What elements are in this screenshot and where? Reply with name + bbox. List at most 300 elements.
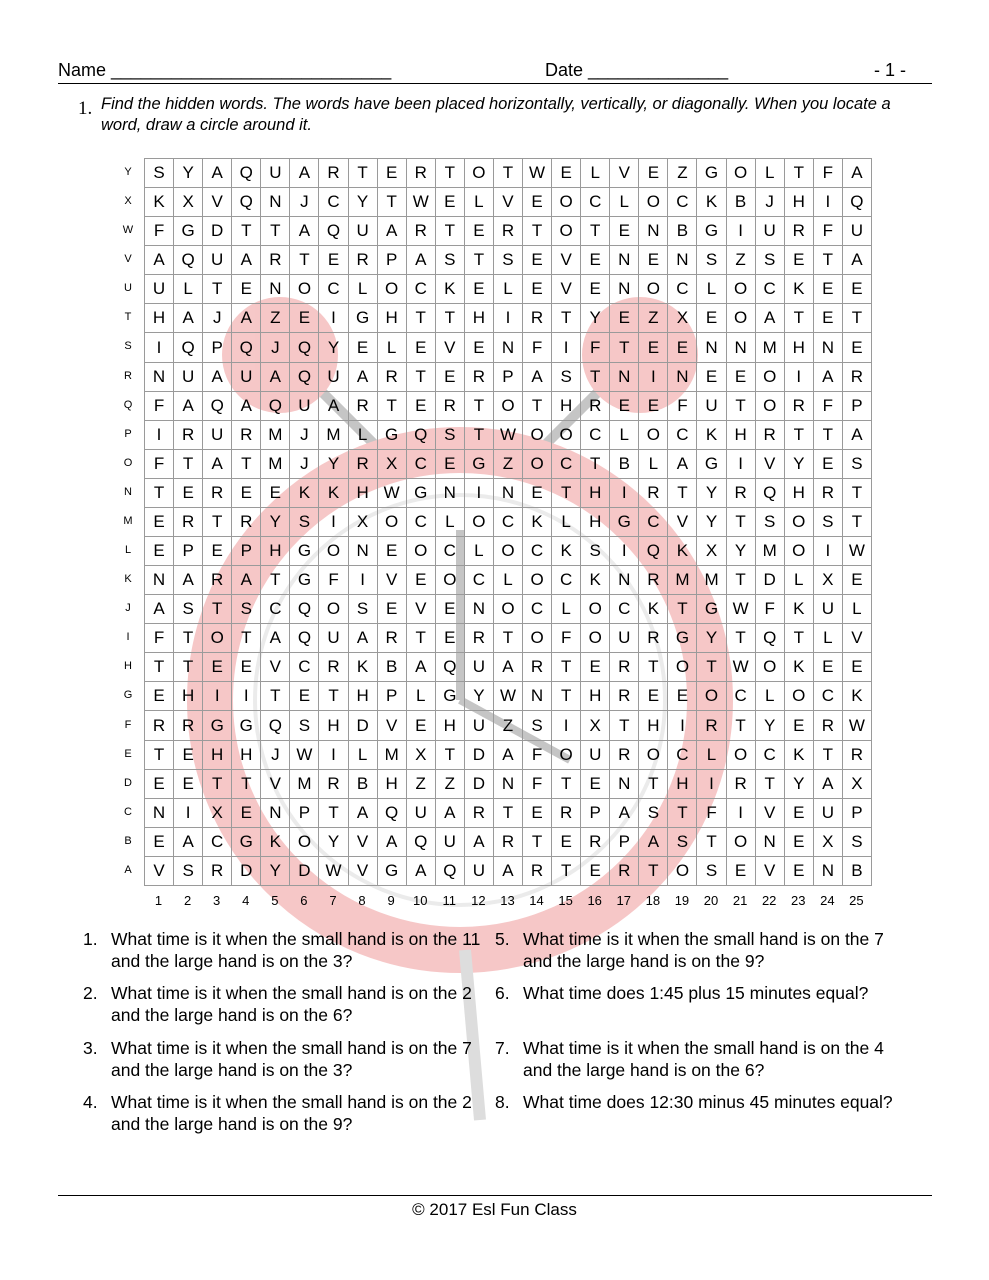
grid-cell[interactable]: U [348,217,377,246]
grid-cell[interactable]: K [319,478,348,507]
grid-cell[interactable]: S [174,856,203,885]
grid-cell[interactable]: E [203,537,232,566]
grid-cell[interactable]: F [581,333,610,362]
grid-cell[interactable]: R [813,711,842,740]
grid-cell[interactable]: A [174,391,203,420]
grid-cell[interactable]: A [842,246,871,275]
grid-cell[interactable]: H [348,478,377,507]
grid-cell[interactable]: X [203,798,232,827]
grid-cell[interactable]: G [290,566,319,595]
grid-cell[interactable]: I [668,711,697,740]
grid-cell[interactable]: V [842,624,871,653]
grid-cell[interactable]: O [726,740,755,769]
grid-cell[interactable]: U [174,362,203,391]
grid-cell[interactable]: W [842,537,871,566]
grid-cell[interactable]: G [377,856,406,885]
grid-cell[interactable]: U [319,624,348,653]
grid-cell[interactable]: C [639,507,668,536]
grid-cell[interactable]: Y [261,856,290,885]
grid-cell[interactable]: R [377,624,406,653]
grid-cell[interactable]: Y [464,682,493,711]
grid-cell[interactable]: E [523,478,552,507]
grid-cell[interactable]: E [406,391,435,420]
grid-cell[interactable]: T [523,827,552,856]
grid-cell[interactable]: E [610,304,639,333]
grid-cell[interactable]: M [319,420,348,449]
grid-cell[interactable]: A [348,798,377,827]
grid-cell[interactable]: G [377,420,406,449]
grid-cell[interactable]: I [552,711,581,740]
grid-cell[interactable]: A [174,827,203,856]
grid-cell[interactable]: T [726,711,755,740]
grid-cell[interactable]: D [232,856,261,885]
grid-cell[interactable]: R [639,478,668,507]
grid-cell[interactable]: Q [261,391,290,420]
grid-cell[interactable]: U [145,275,174,304]
grid-cell[interactable]: T [726,507,755,536]
grid-cell[interactable]: L [755,159,784,188]
grid-cell[interactable]: K [290,478,319,507]
grid-cell[interactable]: H [232,740,261,769]
grid-cell[interactable]: K [668,537,697,566]
grid-cell[interactable]: V [203,188,232,217]
grid-cell[interactable]: T [435,304,464,333]
grid-cell[interactable]: F [813,391,842,420]
grid-cell[interactable]: R [639,566,668,595]
grid-cell[interactable]: R [726,478,755,507]
grid-cell[interactable]: T [697,827,726,856]
grid-cell[interactable]: N [435,478,464,507]
grid-cell[interactable]: H [435,711,464,740]
grid-cell[interactable]: T [232,769,261,798]
grid-cell[interactable]: H [145,304,174,333]
grid-cell[interactable]: O [668,653,697,682]
grid-cell[interactable]: Y [784,769,813,798]
grid-cell[interactable]: O [697,682,726,711]
grid-cell[interactable]: Y [581,304,610,333]
grid-cell[interactable]: I [145,333,174,362]
grid-cell[interactable]: T [377,391,406,420]
grid-cell[interactable]: I [174,798,203,827]
grid-cell[interactable]: C [610,595,639,624]
grid-cell[interactable]: R [464,624,493,653]
grid-cell[interactable]: G [406,478,435,507]
grid-cell[interactable]: G [232,827,261,856]
grid-cell[interactable]: A [174,566,203,595]
grid-cell[interactable]: M [290,769,319,798]
grid-cell[interactable]: T [203,769,232,798]
grid-cell[interactable]: F [145,624,174,653]
grid-cell[interactable]: I [726,798,755,827]
grid-cell[interactable]: R [435,391,464,420]
grid-cell[interactable]: T [493,159,522,188]
grid-cell[interactable]: C [493,507,522,536]
grid-cell[interactable]: L [842,595,871,624]
grid-cell[interactable]: Q [290,624,319,653]
grid-cell[interactable]: O [406,537,435,566]
grid-cell[interactable]: T [261,566,290,595]
grid-cell[interactable]: E [435,449,464,478]
grid-cell[interactable]: I [726,217,755,246]
grid-cell[interactable]: R [174,711,203,740]
grid-cell[interactable]: I [319,740,348,769]
grid-cell[interactable]: R [581,391,610,420]
grid-cell[interactable]: A [813,362,842,391]
grid-cell[interactable]: T [755,769,784,798]
grid-cell[interactable]: P [203,333,232,362]
grid-cell[interactable]: Y [697,624,726,653]
grid-cell[interactable]: J [261,333,290,362]
grid-cell[interactable]: A [145,246,174,275]
grid-cell[interactable]: K [261,827,290,856]
grid-cell[interactable]: E [639,682,668,711]
grid-cell[interactable]: I [813,537,842,566]
grid-cell[interactable]: E [203,653,232,682]
grid-cell[interactable]: A [290,159,319,188]
grid-cell[interactable]: H [668,769,697,798]
grid-cell[interactable]: S [842,827,871,856]
grid-cell[interactable]: S [668,827,697,856]
grid-cell[interactable]: Q [203,391,232,420]
grid-cell[interactable]: C [581,420,610,449]
grid-cell[interactable]: X [842,769,871,798]
grid-cell[interactable]: L [493,566,522,595]
grid-cell[interactable]: E [290,304,319,333]
grid-cell[interactable]: I [319,507,348,536]
grid-cell[interactable]: E [581,769,610,798]
grid-cell[interactable]: K [784,653,813,682]
grid-cell[interactable]: V [261,769,290,798]
grid-cell[interactable]: N [261,798,290,827]
grid-cell[interactable]: I [610,478,639,507]
grid-cell[interactable]: I [232,682,261,711]
grid-cell[interactable]: G [610,507,639,536]
grid-cell[interactable]: M [755,537,784,566]
grid-cell[interactable]: Q [174,246,203,275]
grid-cell[interactable]: L [464,188,493,217]
grid-cell[interactable]: T [377,188,406,217]
grid-cell[interactable]: E [842,653,871,682]
grid-cell[interactable]: O [203,624,232,653]
grid-cell[interactable]: E [784,856,813,885]
grid-cell[interactable]: C [319,275,348,304]
grid-cell[interactable]: P [174,537,203,566]
grid-cell[interactable]: K [784,275,813,304]
grid-cell[interactable]: V [261,653,290,682]
grid-cell[interactable]: D [348,711,377,740]
grid-cell[interactable]: V [145,856,174,885]
grid-cell[interactable]: E [639,333,668,362]
grid-cell[interactable]: O [552,740,581,769]
grid-cell[interactable]: C [523,595,552,624]
grid-cell[interactable]: R [581,827,610,856]
grid-cell[interactable]: E [697,304,726,333]
grid-cell[interactable]: R [523,856,552,885]
grid-cell[interactable]: Z [639,304,668,333]
grid-cell[interactable]: U [261,159,290,188]
grid-cell[interactable]: A [145,595,174,624]
grid-cell[interactable]: T [842,478,871,507]
grid-cell[interactable]: N [493,478,522,507]
grid-cell[interactable]: V [493,188,522,217]
grid-cell[interactable]: Y [784,449,813,478]
grid-cell[interactable]: T [639,769,668,798]
grid-cell[interactable]: P [581,798,610,827]
grid-cell[interactable]: S [232,595,261,624]
grid-cell[interactable]: R [406,217,435,246]
grid-cell[interactable]: T [174,653,203,682]
grid-cell[interactable]: E [435,362,464,391]
grid-cell[interactable]: P [290,798,319,827]
grid-cell[interactable]: E [523,188,552,217]
grid-cell[interactable]: E [145,769,174,798]
grid-cell[interactable]: C [668,420,697,449]
grid-cell[interactable]: J [755,188,784,217]
grid-cell[interactable]: F [813,159,842,188]
grid-cell[interactable]: H [726,420,755,449]
grid-cell[interactable]: O [726,275,755,304]
grid-cell[interactable]: T [668,478,697,507]
grid-cell[interactable]: G [697,449,726,478]
grid-cell[interactable]: C [668,740,697,769]
grid-cell[interactable]: L [493,275,522,304]
grid-cell[interactable]: S [842,449,871,478]
grid-cell[interactable]: N [493,769,522,798]
grid-cell[interactable]: R [610,740,639,769]
grid-cell[interactable]: A [232,566,261,595]
grid-cell[interactable]: U [813,595,842,624]
grid-cell[interactable]: A [842,420,871,449]
grid-cell[interactable]: N [493,333,522,362]
grid-cell[interactable]: T [610,711,639,740]
grid-cell[interactable]: X [668,304,697,333]
grid-cell[interactable]: O [784,507,813,536]
grid-cell[interactable]: W [726,653,755,682]
grid-cell[interactable]: R [203,478,232,507]
grid-cell[interactable]: O [523,566,552,595]
grid-cell[interactable]: H [639,711,668,740]
grid-cell[interactable]: R [523,304,552,333]
grid-cell[interactable]: T [174,449,203,478]
grid-cell[interactable]: T [581,217,610,246]
grid-cell[interactable]: E [290,682,319,711]
grid-cell[interactable]: C [755,275,784,304]
grid-cell[interactable]: F [697,798,726,827]
grid-cell[interactable]: P [493,362,522,391]
grid-cell[interactable]: J [261,740,290,769]
grid-cell[interactable]: I [697,769,726,798]
grid-cell[interactable]: P [842,798,871,827]
grid-cell[interactable]: A [261,624,290,653]
grid-cell[interactable]: S [493,246,522,275]
grid-cell[interactable]: T [581,449,610,478]
grid-cell[interactable]: S [552,362,581,391]
grid-cell[interactable]: G [697,595,726,624]
grid-cell[interactable]: U [464,711,493,740]
grid-cell[interactable]: L [610,420,639,449]
grid-cell[interactable]: U [842,217,871,246]
grid-cell[interactable]: W [493,682,522,711]
grid-cell[interactable]: M [697,566,726,595]
grid-cell[interactable]: E [464,275,493,304]
grid-cell[interactable]: T [784,624,813,653]
grid-cell[interactable]: C [406,275,435,304]
grid-cell[interactable]: A [203,159,232,188]
grid-cell[interactable]: L [348,420,377,449]
grid-cell[interactable]: I [145,420,174,449]
grid-cell[interactable]: C [261,595,290,624]
grid-cell[interactable]: M [668,566,697,595]
grid-cell[interactable]: O [552,420,581,449]
grid-cell[interactable]: Q [406,420,435,449]
grid-cell[interactable]: T [145,653,174,682]
grid-cell[interactable]: O [639,740,668,769]
grid-cell[interactable]: C [406,449,435,478]
grid-cell[interactable]: T [726,391,755,420]
grid-cell[interactable]: Y [319,333,348,362]
grid-cell[interactable]: E [726,856,755,885]
grid-cell[interactable]: R [697,711,726,740]
grid-cell[interactable]: L [406,682,435,711]
grid-cell[interactable]: O [726,304,755,333]
grid-cell[interactable]: E [377,537,406,566]
grid-cell[interactable]: O [726,827,755,856]
grid-cell[interactable]: R [784,217,813,246]
grid-cell[interactable]: T [464,246,493,275]
grid-cell[interactable]: A [813,769,842,798]
grid-cell[interactable]: U [319,362,348,391]
grid-cell[interactable]: H [784,333,813,362]
grid-cell[interactable]: H [261,537,290,566]
grid-cell[interactable]: E [523,798,552,827]
grid-cell[interactable]: P [610,827,639,856]
grid-cell[interactable]: T [668,595,697,624]
grid-cell[interactable]: K [697,188,726,217]
grid-cell[interactable]: J [290,420,319,449]
grid-cell[interactable]: G [464,449,493,478]
grid-cell[interactable]: V [406,595,435,624]
grid-cell[interactable]: H [552,391,581,420]
grid-cell[interactable]: T [174,624,203,653]
grid-cell[interactable]: O [493,595,522,624]
grid-cell[interactable]: E [784,246,813,275]
grid-cell[interactable]: Q [639,537,668,566]
grid-cell[interactable]: N [639,217,668,246]
grid-cell[interactable]: F [523,769,552,798]
grid-cell[interactable]: A [493,653,522,682]
grid-cell[interactable]: T [552,653,581,682]
grid-cell[interactable]: O [377,275,406,304]
grid-cell[interactable]: O [639,420,668,449]
grid-cell[interactable]: S [290,711,319,740]
grid-cell[interactable]: R [319,653,348,682]
grid-cell[interactable]: N [610,769,639,798]
grid-cell[interactable]: A [610,798,639,827]
grid-cell[interactable]: T [319,798,348,827]
grid-cell[interactable]: E [813,275,842,304]
grid-cell[interactable]: T [203,507,232,536]
grid-cell[interactable]: R [464,798,493,827]
grid-cell[interactable]: A [668,449,697,478]
grid-cell[interactable]: E [842,566,871,595]
grid-cell[interactable]: T [290,246,319,275]
grid-cell[interactable]: E [784,711,813,740]
grid-cell[interactable]: L [348,275,377,304]
grid-cell[interactable]: E [726,362,755,391]
grid-cell[interactable]: A [755,304,784,333]
grid-cell[interactable]: L [639,449,668,478]
grid-cell[interactable]: D [755,566,784,595]
grid-cell[interactable]: I [348,566,377,595]
grid-cell[interactable]: O [755,362,784,391]
grid-cell[interactable]: N [755,827,784,856]
grid-cell[interactable]: T [348,159,377,188]
grid-cell[interactable]: T [813,420,842,449]
grid-cell[interactable]: F [813,217,842,246]
grid-cell[interactable]: F [145,391,174,420]
grid-cell[interactable]: R [232,420,261,449]
grid-cell[interactable]: T [552,769,581,798]
grid-cell[interactable]: S [755,246,784,275]
grid-cell[interactable]: F [319,566,348,595]
grid-cell[interactable]: E [610,217,639,246]
grid-cell[interactable]: H [203,740,232,769]
grid-cell[interactable]: T [435,740,464,769]
grid-cell[interactable]: J [203,304,232,333]
grid-cell[interactable]: O [319,595,348,624]
grid-cell[interactable]: C [290,653,319,682]
grid-cell[interactable]: L [464,537,493,566]
grid-cell[interactable]: F [552,624,581,653]
grid-cell[interactable]: Q [232,159,261,188]
grid-cell[interactable]: R [348,391,377,420]
grid-cell[interactable]: E [232,653,261,682]
grid-cell[interactable]: B [726,188,755,217]
grid-cell[interactable]: N [145,362,174,391]
grid-cell[interactable]: Q [406,827,435,856]
grid-cell[interactable]: A [174,304,203,333]
grid-cell[interactable]: C [552,566,581,595]
grid-cell[interactable]: T [435,217,464,246]
grid-cell[interactable]: S [697,856,726,885]
grid-cell[interactable]: B [348,769,377,798]
grid-cell[interactable]: R [842,740,871,769]
grid-cell[interactable]: O [784,537,813,566]
grid-cell[interactable]: O [464,507,493,536]
grid-cell[interactable]: E [581,856,610,885]
grid-cell[interactable]: E [784,798,813,827]
grid-cell[interactable]: E [842,275,871,304]
grid-cell[interactable]: T [552,682,581,711]
grid-cell[interactable]: Y [174,159,203,188]
grid-cell[interactable]: B [610,449,639,478]
grid-cell[interactable]: C [552,449,581,478]
grid-cell[interactable]: O [290,275,319,304]
grid-cell[interactable]: O [435,566,464,595]
grid-cell[interactable]: E [406,333,435,362]
grid-cell[interactable]: A [523,362,552,391]
grid-cell[interactable]: R [319,769,348,798]
grid-cell[interactable]: S [697,246,726,275]
grid-cell[interactable]: S [581,537,610,566]
grid-cell[interactable]: W [842,711,871,740]
grid-cell[interactable]: T [784,304,813,333]
grid-cell[interactable]: R [174,420,203,449]
grid-cell[interactable]: E [464,333,493,362]
grid-cell[interactable]: T [261,217,290,246]
grid-cell[interactable]: N [348,537,377,566]
grid-cell[interactable]: J [290,188,319,217]
